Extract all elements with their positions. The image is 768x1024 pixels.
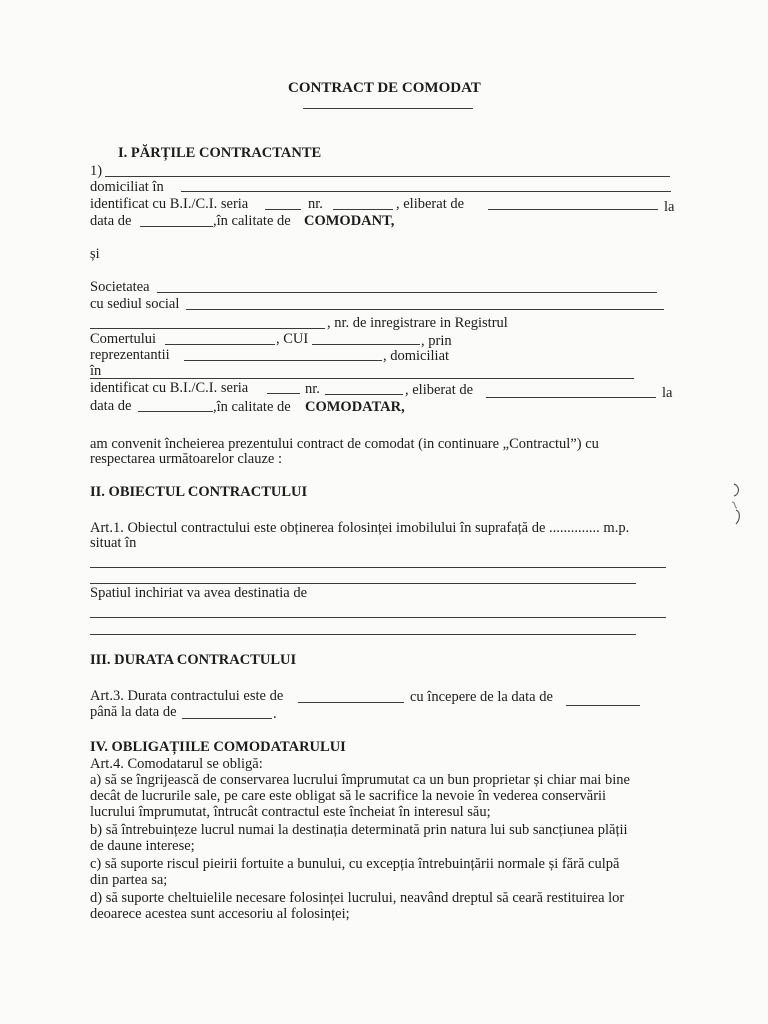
label-pana-la: până la data de xyxy=(90,704,177,720)
obligation-c-line-2: din partea sa; xyxy=(90,872,168,888)
label-cui: , CUI xyxy=(276,331,309,347)
agreement-line-2: respectarea următoarelor clauze : xyxy=(90,451,282,467)
obligation-b-line-2: de daune interese; xyxy=(90,838,195,854)
margin-scribble-mark xyxy=(728,480,748,532)
location-blank-2 xyxy=(90,583,636,584)
label-calitate-2: ,în calitate de xyxy=(213,399,291,415)
label-data-de: data de xyxy=(90,213,132,229)
issued-by-blank xyxy=(488,209,658,210)
issued-by-blank-2 xyxy=(486,397,656,398)
label-incepere: cu începere de la data de xyxy=(410,689,553,705)
section-2-heading: II. OBIECTUL CONTRACTULUI xyxy=(90,484,308,500)
label-identificat-2: identificat cu B.I./C.I. seria xyxy=(90,380,249,396)
label-nr-2: nr. xyxy=(305,381,320,397)
date-blank xyxy=(140,226,213,227)
destination-blank-2 xyxy=(90,634,636,635)
label-prin: , prin xyxy=(421,333,452,349)
label-registrul: , nr. de inregistrare in Registrul xyxy=(327,315,508,331)
cui-blank xyxy=(312,344,420,345)
end-date-blank xyxy=(182,718,272,719)
label-comertului: Comertului xyxy=(90,331,157,347)
party-1-name-blank xyxy=(105,176,670,177)
document-title: CONTRACT DE COMODAT xyxy=(288,80,481,96)
id-series-blank xyxy=(265,209,301,210)
location-blank-1 xyxy=(90,567,666,568)
registry-number-blank xyxy=(165,344,275,345)
id-number-blank-2 xyxy=(325,394,403,395)
period-mark: . xyxy=(273,706,277,722)
role-comodatar: COMODATAR, xyxy=(305,399,405,415)
start-date-blank xyxy=(566,705,640,706)
domicile-blank-2 xyxy=(90,378,634,379)
role-comodant: COMODANT, xyxy=(304,213,395,229)
company-blank xyxy=(157,292,657,293)
label-la-2: la xyxy=(662,385,673,401)
label-data-de-2: data de xyxy=(90,398,132,414)
section-4-heading: IV. OBLIGAȚIILE COMODATARULUI xyxy=(90,739,346,755)
duration-blank xyxy=(298,702,404,703)
obligation-d-line-1: d) să suporte cheltuielile necesare folosinței lucrului, neavând dreptul să ceară restituirea lor xyxy=(90,890,625,906)
headquarters-blank xyxy=(186,309,664,310)
id-number-blank xyxy=(333,209,393,210)
label-domiciliat: domiciliat în xyxy=(90,179,164,195)
label-eliberat: , eliberat de xyxy=(396,196,465,212)
conjunction-si: și xyxy=(90,246,100,262)
id-series-blank-2 xyxy=(267,393,300,394)
section-1-heading: I. PĂRȚILE CONTRACTANTE xyxy=(118,145,322,161)
obligation-c-line-1: c) să suporte riscul pieirii fortuite a bunului, cu excepția întrebuințării normale și fără culpă xyxy=(90,856,620,872)
label-nr: nr. xyxy=(308,196,323,212)
section-3-heading: III. DURATA CONTRACTULUI xyxy=(90,652,297,668)
label-calitate: ,în calitate de xyxy=(213,213,291,229)
date-blank-2 xyxy=(138,411,213,412)
title-underline xyxy=(303,108,473,109)
label-societatea: Societatea xyxy=(90,279,150,295)
label-in: în xyxy=(90,363,102,379)
agreement-line-1: am convenit încheierea prezentului contract de comodat (in continuare „Contractul”) cu xyxy=(90,436,599,452)
obligation-a-line-1: a) să se îngrijească de conservarea lucrului împrumutat ca un bun proprietar și chiar mai bine xyxy=(90,772,630,788)
label-destinatia: Spatiul inchiriat va avea destinatia de xyxy=(90,585,308,601)
label-situat: situat în xyxy=(90,535,137,551)
label-identificat: identificat cu B.I./C.I. seria xyxy=(90,196,249,212)
label-reprezentantii: reprezentantii xyxy=(90,347,170,363)
obligation-a-line-3: lucrului împrumutat, întrucât contractul este încheiat în interesul său; xyxy=(90,804,491,820)
destination-blank-1 xyxy=(90,617,666,618)
label-la: la xyxy=(664,199,675,215)
article-3-text: Art.3. Durata contractului este de xyxy=(90,688,284,704)
label-sediu: cu sediul social xyxy=(90,296,180,312)
representatives-blank xyxy=(184,360,382,361)
party-1-number: 1) xyxy=(90,163,103,179)
domicile-blank xyxy=(181,191,671,192)
obligation-b-line-1: b) să întrebuințeze lucrul numai la destinația determinată prin natura lui sub sancțiunea plății xyxy=(90,822,628,838)
headquarters-blank-2 xyxy=(90,328,325,329)
label-eliberat-2: , eliberat de xyxy=(405,382,474,398)
article-4-text: Art.4. Comodatarul se obligă: xyxy=(90,756,263,772)
obligation-d-line-2: deoarece acestea sunt accesoriu al folosinței; xyxy=(90,906,350,922)
label-domiciliat-2: , domiciliat xyxy=(383,348,450,364)
article-1-text: Art.1. Obiectul contractului este obținerea folosinței imobilului în suprafață de .............. m.p. xyxy=(90,520,630,536)
obligation-a-line-2: decât de lucrurile sale, pe care este obligat să le sacrifice la nevoie în vederea conservării xyxy=(90,788,607,804)
